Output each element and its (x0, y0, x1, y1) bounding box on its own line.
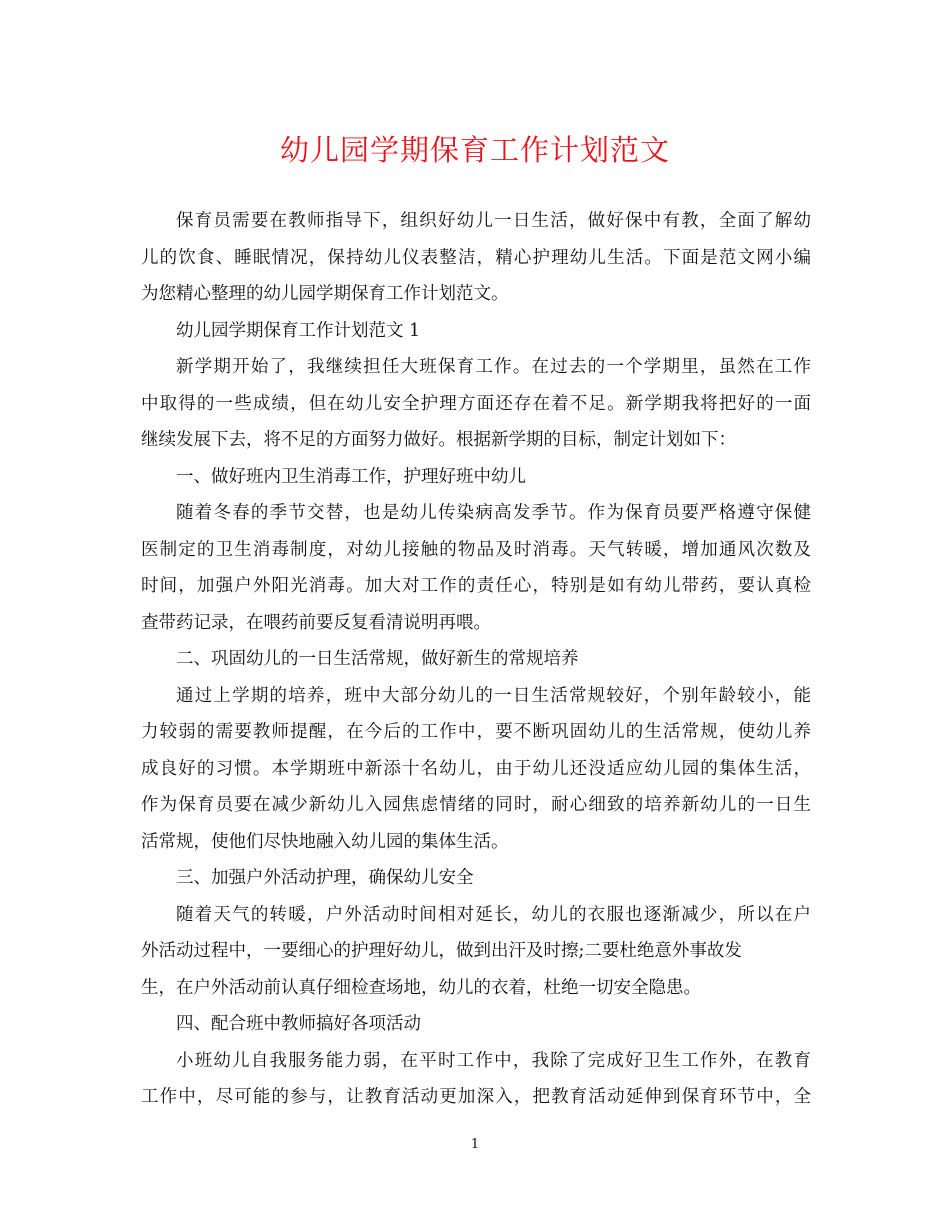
paragraph-line: 成良好的习惯。本学期班中新添十名幼儿，由于幼儿还没适应幼儿园的集体生活， (141, 758, 811, 779)
section-heading: 一、做好班内卫生消毒工作，护理好班中幼儿 (176, 466, 526, 487)
paragraph-line: 生，在户外活动前认真仔细检查场地，幼儿的衣着，杜绝一切安全隐患。 (141, 977, 701, 998)
paragraph-line: 活常规，使他们尽快地融入幼儿园的集体生活。 (141, 831, 509, 852)
paragraph-line: 儿的饮食、睡眠情况，保持幼儿仪表整洁，精心护理幼儿生活。下面是范文网小编 (141, 247, 811, 268)
paragraph-line: 小班幼儿自我服务能力弱，在平时工作中，我除了完成好卫生工作外，在教育 (176, 1050, 811, 1071)
section-heading: 四、配合班中教师搞好各项活动 (176, 1014, 421, 1034)
paragraph-line: 医制定的卫生消毒制度，对幼儿接触的物品及时消毒。天气转暖，增加通风次数及 (141, 539, 811, 560)
paragraph-line: 时间，加强户外阳光消毒。加大对工作的责任心，特别是如有幼儿带药，要认真检 (141, 576, 811, 596)
paragraph-line: 为您精心整理的幼儿园学期保育工作计划范文。 (141, 284, 509, 304)
paragraph-line: 中取得的一些成绩，但在幼儿安全护理方面还存在着不足。新学期我将把好的一面 (141, 393, 811, 414)
page-number: 1 (470, 1137, 480, 1152)
paragraph-line: 通过上学期的培养，班中大部分幼儿的一日生活常规较好，个别年龄较小，能 (176, 685, 811, 706)
paragraph-line: 继续发展下去，将不足的方面努力做好。根据新学期的目标，制定计划如下： (141, 430, 736, 450)
paragraph-line: 随着冬春的季节交替，也是幼儿传染病高发季节。作为保育员要严格遵守保健 (176, 503, 811, 523)
document-body (141, 203, 811, 1116)
section-heading: 三、加强户外活动护理，确保幼儿安全 (176, 868, 474, 888)
paragraph-line: 保育员需要在教师指导下，组织好幼儿一日生活，做好保中有教，全面了解幼 (176, 211, 811, 231)
document-title: 幼儿园学期保育工作计划范文 (279, 133, 670, 167)
paragraph-line: 查带药记录，在喂药前要反复看清说明再喂。 (141, 612, 491, 633)
paragraph-line: 随着天气的转暖，户外活动时间相对延长，幼儿的衣服也逐渐减少，所以在户 (176, 904, 811, 925)
section-heading: 二、巩固幼儿的一日生活常规，做好新生的常规培养 (176, 649, 579, 669)
paragraph-line: 作为保育员要在减少新幼儿入园焦虑情绪的同时，耐心细致的培养新幼儿的一日生 (141, 795, 811, 815)
paragraph-line: 新学期开始了，我继续担任大班保育工作。在过去的一个学期里，虽然在工作 (176, 357, 811, 377)
section-heading: 幼儿园学期保育工作计划范文 1 (176, 320, 421, 341)
paragraph-line: 力较弱的需要教师提醒，在今后的工作中，要不断巩固幼儿的生活常规，使幼儿养 (141, 722, 811, 742)
paragraph-line: 外活动过程中，一要细心的护理好幼儿，做到出汗及时擦;二要杜绝意外事故发 (141, 941, 742, 961)
paragraph-line: 工作中，尽可能的参与，让教育活动更加深入，把教育活动延伸到保育环节中，全 (141, 1087, 811, 1107)
